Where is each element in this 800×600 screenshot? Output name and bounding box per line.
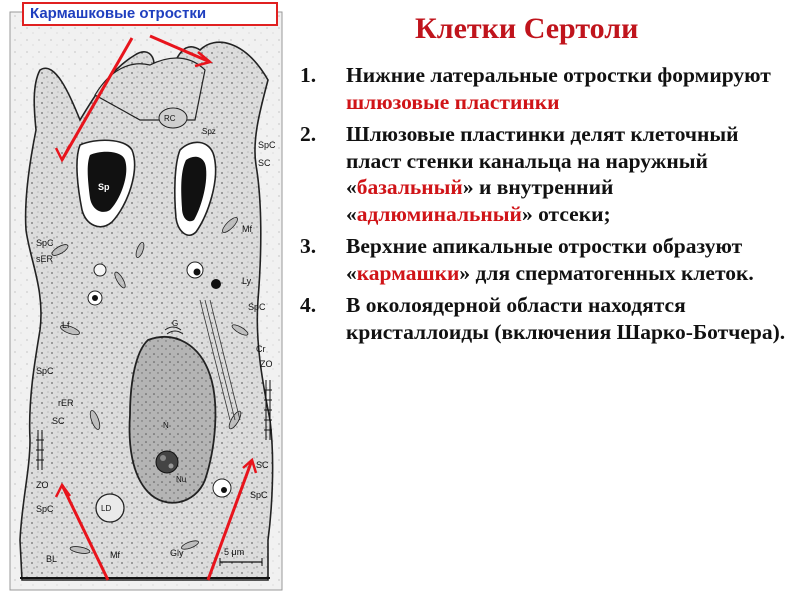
label-sc-left: SC <box>52 416 65 426</box>
point-number: 2. <box>300 122 317 146</box>
label-ly: Ly <box>242 276 252 286</box>
point-text: » для сперматогенных клеток. <box>459 260 754 285</box>
points-list <box>300 62 790 351</box>
point-number: 4. <box>300 293 317 317</box>
label-spc-left-1: SpC <box>36 238 54 248</box>
label-spc-left-3: SpC <box>36 504 54 514</box>
point-text: Шлюзовые пластинки делят клеточный пласт стенки канальца на наружный « <box>346 122 739 199</box>
point-text: » отсеки; <box>521 201 611 226</box>
label-zo-left: ZO <box>36 480 49 490</box>
point-item-1 <box>300 62 790 115</box>
point-item-4 <box>300 292 790 345</box>
label-zo-right: ZO <box>260 359 273 369</box>
highlight-term: кармашки <box>356 260 460 285</box>
label-ser: sER <box>36 254 54 264</box>
highlight-term: шлюзовые пластинки <box>346 89 560 114</box>
pocket-processes-callout: Кармашковые отростки <box>22 2 278 26</box>
label-sp: Sp <box>98 182 110 192</box>
label-spc-right-3: SpC <box>250 490 268 500</box>
vesicle-core <box>221 487 227 493</box>
point-text: Нижние латеральные отростки формируют <box>346 63 771 87</box>
label-gly: Gly <box>170 548 184 558</box>
lysosome-core <box>92 295 98 301</box>
label-mf-right: Mf <box>242 224 252 234</box>
point-text: Верхние апикальные отростки образуют « <box>346 234 743 285</box>
label-g: G <box>172 319 179 328</box>
sertoli-micrograph-drawing <box>0 0 288 600</box>
nucleolus-nu <box>156 451 178 473</box>
vesicle <box>94 264 106 276</box>
label-n: N <box>163 421 169 430</box>
label-sc-right-1: SC <box>258 158 271 168</box>
label-nu: Nu <box>176 475 187 484</box>
label-spz: Spz <box>202 127 216 136</box>
lysosome-dark <box>211 279 221 289</box>
point-item-2 <box>300 121 790 227</box>
label-cr: Cr <box>256 344 266 354</box>
point-text: В околоядерной области находятся кристаллоиды (включения Шарко-Ботчера). <box>346 293 786 344</box>
label-spc-right-2: SpC <box>248 302 266 312</box>
label-spc-left-2: SpC <box>36 366 54 376</box>
highlight-term: базальный <box>356 175 463 199</box>
label-bl: BL <box>46 554 58 564</box>
label-rc: RC <box>164 114 176 123</box>
nucleolus-granule <box>169 464 174 469</box>
slide-title: Клетки Сертоли <box>415 12 639 45</box>
nucleus-n <box>130 337 216 503</box>
highlight-term: адлюминальный <box>356 201 522 226</box>
point-number: 1. <box>300 63 317 87</box>
label-scale: 5 μm <box>224 547 245 557</box>
label-rer: rER <box>58 398 74 408</box>
point-item-3 <box>300 233 790 286</box>
label-ld: LD <box>101 504 112 513</box>
nucleolus-granule <box>160 455 166 461</box>
lysosome-core <box>194 269 201 276</box>
label-mf-bottom: Mf <box>110 550 120 560</box>
sertoli-cell-figure <box>0 0 288 600</box>
label-lf: Lf <box>62 320 70 330</box>
point-text: » и внутренний « <box>346 175 614 226</box>
sertoli-cell-body <box>20 42 273 580</box>
label-spc-right-1: SpC <box>258 140 276 150</box>
label-sc-right-2: SC <box>256 460 269 470</box>
point-number: 3. <box>300 234 317 258</box>
